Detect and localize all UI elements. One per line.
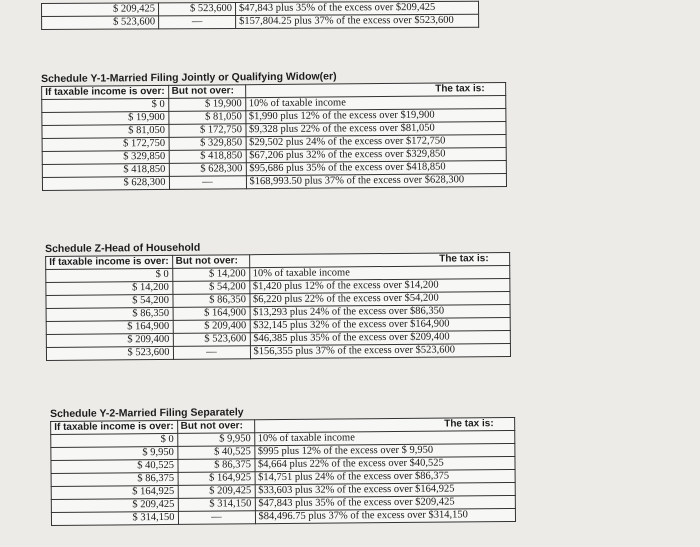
cell-not-over: $ 329,850 — [169, 137, 246, 151]
cell-over: $ 81,050 — [42, 124, 169, 138]
cell-tax: $995 plus 12% of the excess over $ 9,950 — [254, 443, 514, 458]
cell-over: $ 0 — [51, 433, 178, 447]
cell-over: $ 86,375 — [51, 472, 178, 486]
cell-tax: $14,751 plus 24% of the excess over $86,375 — [255, 469, 515, 484]
cell-over: $ 19,900 — [42, 111, 169, 125]
cell-over: $ 14,200 — [46, 281, 173, 295]
cell-tax: 10% of taxable income — [249, 265, 509, 280]
table-row — [42, 173, 506, 190]
cell-not-over: $ 164,925 — [178, 472, 255, 486]
cell-over: $ 172,750 — [42, 137, 169, 151]
cell-not-over: — — [178, 511, 255, 525]
column-header-not-over: But not over: — [168, 85, 245, 99]
cell-over: $ 209,400 — [46, 333, 173, 347]
cell-tax: $6,220 plus 22% of the excess over $54,200 — [249, 291, 509, 306]
cell-over: $ 164,900 — [46, 320, 173, 334]
column-header-over: If taxable income is over: — [46, 255, 173, 269]
cell-tax: $168,993.50 plus 37% of the excess over $628,300 — [246, 173, 506, 188]
cell-over: $ 54,200 — [46, 294, 173, 308]
column-header-tax: The tax is: — [249, 252, 509, 267]
column-header-not-over: But not over: — [177, 420, 254, 434]
cell-not-over: $ 40,525 — [177, 446, 254, 460]
cell-not-over: $ 418,850 — [169, 150, 246, 164]
cell-not-over: — — [173, 346, 250, 360]
cell-not-over: $ 209,425 — [178, 485, 255, 499]
cell-tax: $95,686 plus 35% of the excess over $418,850 — [246, 160, 506, 175]
cell-over: $ 628,300 — [42, 176, 169, 190]
cell-tax: $47,843 plus 35% of the excess over $209,425 — [255, 495, 515, 510]
cell-over: $ 164,925 — [51, 485, 178, 499]
cell-over: $ 9,950 — [51, 446, 178, 460]
cell-tax: $29,502 plus 24% of the excess over $172,750 — [246, 134, 506, 149]
schedule-title: Schedule Z-Head of Household — [45, 241, 201, 255]
cell-not-over: — — [169, 176, 246, 190]
cell-over: $ 523,600 — [46, 346, 173, 360]
cell-over: $ 40,525 — [51, 459, 178, 473]
schedule-title: Schedule Y-2-Married Filing Separately — [50, 406, 244, 420]
schedule-y1 — [41, 69, 507, 191]
cell-tax: $1,420 plus 12% of the excess over $14,200 — [249, 278, 509, 293]
schedule-z — [45, 239, 511, 361]
tax-table — [41, 82, 506, 191]
cell-not-over: $ 172,750 — [168, 124, 245, 138]
tax-table — [45, 252, 510, 361]
table-row — [51, 508, 515, 525]
cell-tax: $156,355 plus 37% of the excess over $523,600 — [250, 343, 510, 358]
cell-over: $ 209,425 — [51, 498, 178, 512]
cell-not-over: $ 523,600 — [173, 333, 250, 347]
cell-tax: $46,385 plus 35% of the excess over $209,400 — [250, 330, 510, 345]
cell-over: $ 209,425 — [42, 3, 159, 17]
schedule-x-continuation — [41, 1, 479, 30]
column-header-not-over: But not over: — [172, 255, 249, 269]
cell-over: $ 0 — [46, 268, 173, 282]
cell-tax: 10% of taxable income — [245, 95, 505, 110]
cell-tax: $1,990 plus 12% of the excess over $19,900 — [245, 108, 505, 123]
cell-over: $ 314,150 — [51, 511, 178, 525]
table-row — [42, 14, 479, 29]
cell-not-over: — — [159, 15, 236, 28]
column-header-over: If taxable income is over: — [51, 420, 178, 434]
column-header-over: If taxable income is over: — [42, 85, 169, 99]
schedule-y2 — [50, 404, 516, 526]
cell-over: $ 329,850 — [42, 150, 169, 164]
cell-tax: $47,843 plus 35% of the excess over $209,425 — [235, 1, 478, 15]
cell-over: $ 418,850 — [42, 163, 169, 177]
cell-not-over: $ 86,350 — [172, 294, 249, 308]
cell-tax: $32,145 plus 32% of the excess over $164,900 — [250, 317, 510, 332]
cell-tax: $157,804.25 plus 37% of the excess over $523,600 — [236, 14, 479, 28]
cell-not-over: $ 81,050 — [168, 111, 245, 125]
column-header-tax: The tax is: — [254, 417, 514, 432]
column-header-tax: The tax is: — [245, 82, 505, 97]
cell-not-over: $ 19,900 — [168, 98, 245, 112]
cell-tax: $33,603 plus 32% of the excess over $164,925 — [255, 482, 515, 497]
cell-over: $ 523,600 — [42, 16, 159, 30]
cell-tax: 10% of taxable income — [254, 430, 514, 445]
cell-tax: $67,206 plus 32% of the excess over $329,850 — [246, 147, 506, 162]
cell-tax: $4,664 plus 22% of the excess over $40,525 — [254, 456, 514, 471]
cell-not-over: $ 164,900 — [173, 307, 250, 321]
cell-not-over: $ 209,400 — [173, 320, 250, 334]
cell-over: $ 0 — [42, 98, 169, 112]
cell-not-over: $ 86,375 — [177, 459, 254, 473]
cell-tax: $9,328 plus 22% of the excess over $81,050 — [245, 121, 505, 136]
cell-tax: $13,293 plus 24% of the excess over $86,350 — [250, 304, 510, 319]
cell-tax: $84,496.75 plus 37% of the excess over $314,150 — [255, 508, 515, 523]
cell-not-over: $ 9,950 — [177, 433, 254, 447]
cell-not-over: $ 628,300 — [169, 163, 246, 177]
cell-not-over: $ 523,600 — [159, 2, 236, 15]
cell-over: $ 86,350 — [46, 307, 173, 321]
table-row — [46, 343, 510, 360]
cell-not-over: $ 14,200 — [172, 268, 249, 282]
tax-table-top — [41, 1, 479, 30]
schedule-title: Schedule Y-1-Married Filing Jointly or Qualifying Widow(er) — [41, 70, 337, 85]
tax-table — [50, 417, 515, 526]
cell-not-over: $ 54,200 — [172, 281, 249, 295]
cell-not-over: $ 314,150 — [178, 498, 255, 512]
